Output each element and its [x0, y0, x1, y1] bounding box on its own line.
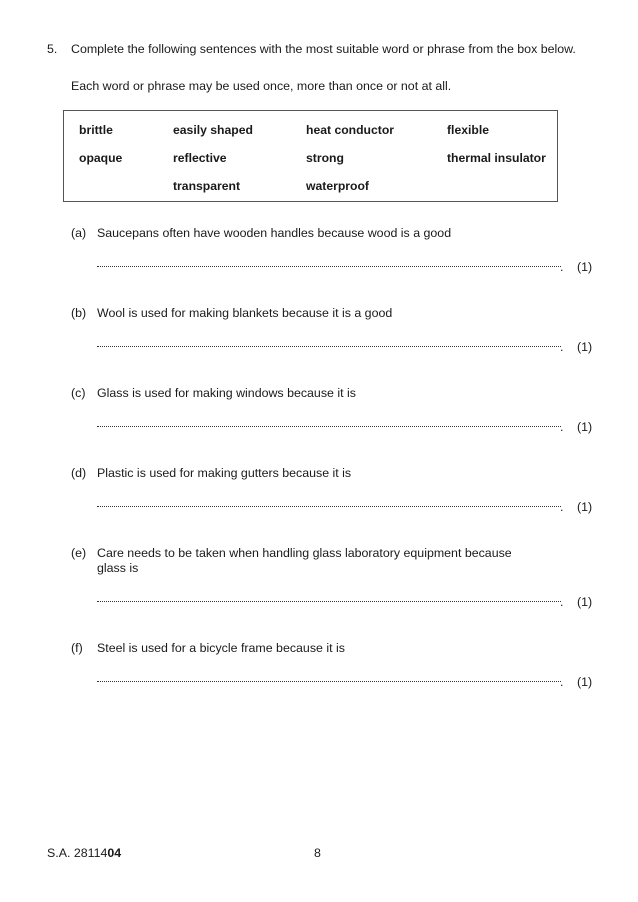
- question-instruction: Complete the following sentences with the most suitable word or phrase from the box below.: [71, 42, 576, 56]
- mark-allocation: (1): [577, 675, 593, 689]
- word-option: opaque: [79, 151, 123, 165]
- part-label: (d): [71, 466, 87, 480]
- word-option: brittle: [79, 123, 113, 137]
- paper-code: [47, 846, 121, 860]
- mark-allocation: (1): [577, 595, 593, 609]
- word-option: transparent: [173, 179, 241, 193]
- part-label: (e): [71, 546, 87, 560]
- answer-end-dot: .: [560, 260, 564, 274]
- answer-end-dot: .: [560, 340, 564, 354]
- paper-code-prefix: S.A. 28114: [47, 846, 108, 860]
- word-box: [63, 110, 558, 202]
- part-text: Wool is used for making blankets because it is a good: [97, 306, 393, 320]
- part-label: (b): [71, 306, 87, 320]
- part-label: (f): [71, 641, 83, 655]
- word-option: flexible: [447, 123, 489, 137]
- answer-line[interactable]: [97, 595, 561, 602]
- paper-code-suffix: 04: [107, 846, 122, 860]
- answer-line[interactable]: [97, 260, 561, 267]
- answer-line[interactable]: [97, 500, 561, 507]
- question-number: 5.: [47, 42, 58, 56]
- answer-line[interactable]: [97, 340, 561, 347]
- answer-line[interactable]: [97, 675, 561, 682]
- part-label: (a): [71, 226, 87, 240]
- answer-end-dot: .: [560, 595, 564, 609]
- word-option: reflective: [173, 151, 227, 165]
- answer-end-dot: .: [560, 675, 564, 689]
- mark-allocation: (1): [577, 420, 593, 434]
- part-text: Glass is used for making windows because it is: [97, 386, 356, 400]
- question-note: Each word or phrase may be used once, more than once or not at all.: [71, 79, 452, 93]
- answer-end-dot: .: [560, 420, 564, 434]
- page-number: 8: [314, 846, 321, 860]
- mark-allocation: (1): [577, 260, 593, 274]
- mark-allocation: (1): [577, 500, 593, 514]
- word-option: easily shaped: [173, 123, 253, 137]
- answer-end-dot: .: [560, 500, 564, 514]
- word-option: thermal insulator: [447, 151, 546, 165]
- word-option: heat conductor: [306, 123, 395, 137]
- part-text: Plastic is used for making gutters because it is: [97, 466, 352, 480]
- mark-allocation: (1): [577, 340, 593, 354]
- part-text: Care needs to be taken when handling glass laboratory equipment because glass is: [97, 546, 512, 575]
- word-option: waterproof: [306, 179, 369, 193]
- answer-line[interactable]: [97, 420, 561, 427]
- part-text: Saucepans often have wooden handles because wood is a good: [97, 226, 452, 240]
- word-option: strong: [306, 151, 344, 165]
- part-label: (c): [71, 386, 86, 400]
- part-text: Steel is used for a bicycle frame because it is: [97, 641, 345, 655]
